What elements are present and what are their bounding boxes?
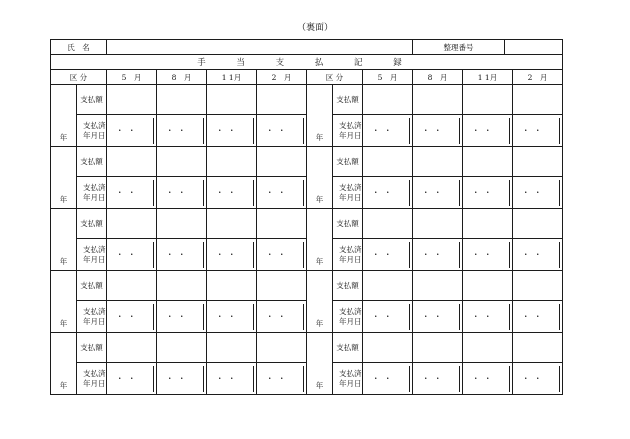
amount-cell[interactable] bbox=[463, 147, 513, 177]
paid-date-cell[interactable] bbox=[363, 301, 405, 333]
date-placeholder: ・・ bbox=[265, 250, 290, 259]
date-placeholder: ・・ bbox=[521, 374, 546, 383]
year-label: 年 bbox=[59, 195, 68, 204]
date-divider-mark bbox=[409, 242, 411, 268]
paid-date-cell[interactable] bbox=[513, 301, 555, 333]
paid-date-tail bbox=[199, 239, 207, 271]
date-divider-mark bbox=[303, 242, 305, 268]
paid-date-label bbox=[77, 301, 107, 333]
date-placeholder: ・・ bbox=[165, 374, 190, 383]
amount-cell[interactable] bbox=[363, 333, 413, 363]
amount-cell[interactable] bbox=[513, 333, 563, 363]
paid-date-label bbox=[333, 301, 363, 333]
month-header-right-3: 2 月 bbox=[513, 70, 563, 85]
paid-date-cell[interactable] bbox=[257, 115, 299, 147]
paid-date-label-line1: 支払済 bbox=[83, 182, 106, 192]
paid-date-tail bbox=[555, 239, 563, 271]
paid-date-tail bbox=[505, 115, 513, 147]
title-row bbox=[51, 55, 563, 70]
paid-date-cell[interactable] bbox=[107, 301, 149, 333]
date-placeholder: ・・ bbox=[471, 250, 496, 259]
date-placeholder: ・・ bbox=[215, 188, 240, 197]
paid-date-cell[interactable] bbox=[363, 177, 405, 209]
amount-cell[interactable] bbox=[157, 333, 207, 363]
paid-date-cell[interactable] bbox=[157, 239, 199, 271]
paid-date-cell[interactable] bbox=[207, 363, 249, 395]
date-divider-mark bbox=[459, 242, 461, 268]
date-divider-mark bbox=[153, 180, 155, 206]
paid-date-cell[interactable] bbox=[107, 115, 149, 147]
amount-cell[interactable] bbox=[413, 271, 463, 301]
year-cell-right[interactable] bbox=[307, 333, 333, 395]
date-placeholder: ・・ bbox=[265, 188, 290, 197]
year-label: 年 bbox=[315, 319, 324, 328]
date-divider-mark bbox=[203, 304, 205, 330]
amount-cell[interactable] bbox=[157, 85, 207, 115]
date-divider-mark bbox=[559, 242, 561, 268]
paid-date-label-line1: 支払済 bbox=[339, 120, 362, 130]
column-header-row bbox=[51, 70, 563, 85]
date-placeholder: ・・ bbox=[215, 374, 240, 383]
paid-date-label-line2: 年月日 bbox=[83, 316, 106, 326]
paid-date-tail bbox=[249, 363, 257, 395]
date-divider-mark bbox=[203, 366, 205, 392]
date-divider-mark bbox=[509, 180, 511, 206]
amount-cell[interactable] bbox=[157, 209, 207, 239]
amount-cell[interactable] bbox=[207, 147, 257, 177]
year-label: 年 bbox=[315, 195, 324, 204]
paid-date-tail bbox=[299, 177, 307, 209]
date-placeholder: ・・ bbox=[165, 126, 190, 135]
paid-date-cell[interactable] bbox=[413, 363, 455, 395]
paid-date-cell[interactable] bbox=[513, 363, 555, 395]
paid-date-cell[interactable] bbox=[157, 177, 199, 209]
amount-cell[interactable] bbox=[207, 271, 257, 301]
date-placeholder: ・・ bbox=[421, 126, 446, 135]
amount-cell[interactable] bbox=[107, 147, 157, 177]
paid-date-cell[interactable] bbox=[513, 177, 555, 209]
amount-cell[interactable] bbox=[513, 209, 563, 239]
year-label: 年 bbox=[315, 133, 324, 142]
amount-label: 支払額 bbox=[77, 271, 107, 301]
paid-date-tail bbox=[455, 239, 463, 271]
year-cell-left[interactable] bbox=[51, 209, 77, 271]
paid-date-tail bbox=[249, 239, 257, 271]
paid-date-tail bbox=[149, 301, 157, 333]
date-placeholder: ・・ bbox=[371, 374, 396, 383]
amount-cell[interactable] bbox=[257, 271, 307, 301]
amount-row bbox=[51, 333, 563, 363]
paid-date-cell[interactable] bbox=[513, 115, 555, 147]
paid-date-cell[interactable] bbox=[413, 301, 455, 333]
paid-date-cell[interactable] bbox=[363, 115, 405, 147]
date-divider-mark bbox=[459, 304, 461, 330]
date-divider-mark bbox=[303, 366, 305, 392]
paid-date-cell[interactable] bbox=[413, 177, 455, 209]
paid-date-tail bbox=[199, 363, 207, 395]
paid-date-cell[interactable] bbox=[157, 301, 199, 333]
date-divider-mark bbox=[459, 180, 461, 206]
date-placeholder: ・・ bbox=[421, 188, 446, 197]
paid-date-label-line2: 年月日 bbox=[339, 254, 362, 264]
amount-label: 支払額 bbox=[77, 209, 107, 239]
date-placeholder: ・・ bbox=[115, 250, 140, 259]
month-header-right-2: 1 1月 bbox=[463, 70, 513, 85]
date-placeholder: ・・ bbox=[215, 250, 240, 259]
date-placeholder: ・・ bbox=[521, 312, 546, 321]
paid-date-label-line2: 年月日 bbox=[339, 378, 362, 388]
date-divider-mark bbox=[303, 304, 305, 330]
paid-date-cell[interactable] bbox=[413, 239, 455, 271]
year-label: 年 bbox=[59, 257, 68, 266]
year-cell-right[interactable] bbox=[307, 147, 333, 209]
date-divider-mark bbox=[509, 118, 511, 144]
paid-date-cell[interactable] bbox=[157, 115, 199, 147]
date-divider-mark bbox=[203, 180, 205, 206]
date-placeholder: ・・ bbox=[115, 188, 140, 197]
paid-date-tail bbox=[149, 115, 157, 147]
date-divider-mark bbox=[409, 366, 411, 392]
date-placeholder: ・・ bbox=[115, 126, 140, 135]
paid-date-label-line2: 年月日 bbox=[339, 316, 362, 326]
paid-date-tail bbox=[405, 363, 413, 395]
payment-record-form bbox=[50, 39, 563, 395]
paid-date-label-line2: 年月日 bbox=[83, 192, 106, 202]
amount-cell[interactable] bbox=[207, 209, 257, 239]
paid-date-tail bbox=[149, 363, 157, 395]
amount-cell[interactable] bbox=[157, 271, 207, 301]
paid-date-cell[interactable] bbox=[463, 363, 505, 395]
number-field[interactable] bbox=[505, 40, 563, 55]
date-placeholder: ・・ bbox=[265, 126, 290, 135]
date-placeholder: ・・ bbox=[471, 188, 496, 197]
date-divider-mark bbox=[153, 304, 155, 330]
paid-date-tail bbox=[149, 177, 157, 209]
kubun-header-right: 区 分 bbox=[307, 70, 363, 85]
paid-date-cell[interactable] bbox=[463, 115, 505, 147]
paid-date-tail bbox=[555, 177, 563, 209]
amount-label: 支払額 bbox=[77, 85, 107, 115]
amount-cell[interactable] bbox=[157, 147, 207, 177]
paid-date-tail bbox=[405, 115, 413, 147]
date-placeholder: ・・ bbox=[215, 312, 240, 321]
paid-date-tail bbox=[249, 177, 257, 209]
date-divider-mark bbox=[253, 118, 255, 144]
paid-date-label-line1: 支払済 bbox=[339, 244, 362, 254]
paid-date-label-line1: 支払済 bbox=[339, 368, 362, 378]
date-divider-mark bbox=[253, 366, 255, 392]
date-divider-mark bbox=[203, 118, 205, 144]
amount-row bbox=[51, 147, 563, 177]
date-divider-mark bbox=[153, 366, 155, 392]
year-label: 年 bbox=[59, 133, 68, 142]
amount-cell[interactable] bbox=[413, 85, 463, 115]
amount-cell[interactable] bbox=[363, 147, 413, 177]
paid-date-cell[interactable] bbox=[107, 239, 149, 271]
date-divider-mark bbox=[153, 242, 155, 268]
amount-label: 支払額 bbox=[333, 209, 363, 239]
date-divider-mark bbox=[409, 304, 411, 330]
paid-date-cell[interactable] bbox=[363, 363, 405, 395]
name-row bbox=[51, 40, 563, 55]
month-header-left-0: 5 月 bbox=[107, 70, 157, 85]
paid-date-tail bbox=[249, 115, 257, 147]
paid-date-label bbox=[333, 177, 363, 209]
paid-date-tail bbox=[555, 115, 563, 147]
year-cell-right[interactable] bbox=[307, 209, 333, 271]
amount-label: 支払額 bbox=[333, 147, 363, 177]
paid-date-tail bbox=[455, 115, 463, 147]
date-divider-mark bbox=[253, 180, 255, 206]
date-divider-mark bbox=[303, 118, 305, 144]
paid-date-label-line2: 年月日 bbox=[339, 192, 362, 202]
paid-date-label bbox=[333, 115, 363, 147]
date-placeholder: ・・ bbox=[471, 126, 496, 135]
month-header-left-3: 2 月 bbox=[257, 70, 307, 85]
record-title: 手 当 支 払 記 録 bbox=[51, 55, 563, 70]
paid-date-tail bbox=[555, 301, 563, 333]
amount-label: 支払額 bbox=[77, 147, 107, 177]
amount-cell[interactable] bbox=[257, 85, 307, 115]
year-cell-left[interactable] bbox=[51, 271, 77, 333]
paid-date-cell[interactable] bbox=[513, 239, 555, 271]
date-placeholder: ・・ bbox=[165, 250, 190, 259]
year-cell-left[interactable] bbox=[51, 333, 77, 395]
date-divider-mark bbox=[509, 366, 511, 392]
kubun-header-left: 区 分 bbox=[51, 70, 107, 85]
date-placeholder: ・・ bbox=[115, 374, 140, 383]
date-placeholder: ・・ bbox=[421, 312, 446, 321]
date-divider-mark bbox=[509, 304, 511, 330]
amount-row bbox=[51, 271, 563, 301]
paid-date-label bbox=[77, 177, 107, 209]
amount-cell[interactable] bbox=[107, 333, 157, 363]
amount-cell[interactable] bbox=[207, 85, 257, 115]
paid-date-cell[interactable] bbox=[257, 301, 299, 333]
paid-date-tail bbox=[299, 363, 307, 395]
paid-date-tail bbox=[299, 301, 307, 333]
paid-date-label-line2: 年月日 bbox=[339, 130, 362, 140]
paid-date-label-line2: 年月日 bbox=[83, 378, 106, 388]
year-label: 年 bbox=[59, 319, 68, 328]
paid-date-tail bbox=[199, 301, 207, 333]
year-label: 年 bbox=[59, 381, 68, 390]
month-header-right-1: 8 月 bbox=[413, 70, 463, 85]
paid-date-tail bbox=[505, 177, 513, 209]
date-placeholder: ・・ bbox=[521, 250, 546, 259]
amount-cell[interactable] bbox=[463, 85, 513, 115]
paid-date-cell[interactable] bbox=[363, 239, 405, 271]
paid-date-cell[interactable] bbox=[207, 301, 249, 333]
year-cell-right[interactable] bbox=[307, 85, 333, 147]
amount-cell[interactable] bbox=[207, 333, 257, 363]
date-placeholder: ・・ bbox=[471, 312, 496, 321]
amount-cell[interactable] bbox=[363, 271, 413, 301]
paid-date-cell[interactable] bbox=[463, 301, 505, 333]
paid-date-cell[interactable] bbox=[413, 115, 455, 147]
paid-date-cell[interactable] bbox=[257, 363, 299, 395]
amount-cell[interactable] bbox=[413, 147, 463, 177]
paid-date-label-line1: 支払済 bbox=[339, 306, 362, 316]
amount-cell[interactable] bbox=[513, 147, 563, 177]
paid-date-tail bbox=[455, 301, 463, 333]
paid-date-label-line1: 支払済 bbox=[83, 306, 106, 316]
paid-date-label bbox=[77, 363, 107, 395]
date-placeholder: ・・ bbox=[521, 188, 546, 197]
page-heading: （裏面） bbox=[296, 23, 333, 33]
paid-date-label-line2: 年月日 bbox=[83, 130, 106, 140]
paid-date-tail bbox=[199, 115, 207, 147]
amount-cell[interactable] bbox=[463, 333, 513, 363]
amount-label: 支払額 bbox=[77, 333, 107, 363]
paid-date-tail bbox=[505, 301, 513, 333]
paid-date-cell[interactable] bbox=[207, 239, 249, 271]
paid-date-tail bbox=[405, 177, 413, 209]
month-header-left-2: 1 1月 bbox=[207, 70, 257, 85]
date-placeholder: ・・ bbox=[471, 374, 496, 383]
amount-cell[interactable] bbox=[513, 271, 563, 301]
paid-date-cell[interactable] bbox=[157, 363, 199, 395]
paid-date-cell[interactable] bbox=[463, 239, 505, 271]
amount-row bbox=[51, 209, 563, 239]
date-divider-mark bbox=[459, 118, 461, 144]
paid-date-cell[interactable] bbox=[207, 115, 249, 147]
amount-cell[interactable] bbox=[513, 85, 563, 115]
paid-date-tail bbox=[249, 301, 257, 333]
date-placeholder: ・・ bbox=[115, 312, 140, 321]
paid-date-label bbox=[333, 239, 363, 271]
date-placeholder: ・・ bbox=[371, 126, 396, 135]
paid-date-tail bbox=[299, 239, 307, 271]
year-label: 年 bbox=[315, 381, 324, 390]
amount-cell[interactable] bbox=[463, 209, 513, 239]
month-header-right-0: 5 月 bbox=[363, 70, 413, 85]
paid-date-cell[interactable] bbox=[207, 177, 249, 209]
date-divider-mark bbox=[559, 366, 561, 392]
paid-date-label-line1: 支払済 bbox=[339, 182, 362, 192]
year-cell-right[interactable] bbox=[307, 271, 333, 333]
name-field[interactable] bbox=[107, 40, 413, 55]
date-divider-mark bbox=[559, 118, 561, 144]
amount-row bbox=[51, 85, 563, 115]
paid-date-tail bbox=[405, 239, 413, 271]
amount-cell[interactable] bbox=[107, 85, 157, 115]
name-label: 氏 名 bbox=[51, 40, 107, 55]
date-placeholder: ・・ bbox=[421, 250, 446, 259]
paid-date-tail bbox=[149, 239, 157, 271]
paid-date-label-line1: 支払済 bbox=[83, 244, 106, 254]
paid-date-tail bbox=[555, 363, 563, 395]
date-placeholder: ・・ bbox=[215, 126, 240, 135]
date-placeholder: ・・ bbox=[371, 188, 396, 197]
date-divider-mark bbox=[303, 180, 305, 206]
paid-date-tail bbox=[199, 177, 207, 209]
year-label: 年 bbox=[315, 257, 324, 266]
paid-date-label-line1: 支払済 bbox=[83, 368, 106, 378]
paid-date-label bbox=[77, 115, 107, 147]
paid-date-tail bbox=[405, 301, 413, 333]
paid-date-label bbox=[333, 363, 363, 395]
date-divider-mark bbox=[409, 118, 411, 144]
paid-date-tail bbox=[455, 177, 463, 209]
date-placeholder: ・・ bbox=[371, 312, 396, 321]
paid-date-cell[interactable] bbox=[257, 177, 299, 209]
amount-cell[interactable] bbox=[363, 85, 413, 115]
paid-date-cell[interactable] bbox=[107, 177, 149, 209]
date-placeholder: ・・ bbox=[521, 126, 546, 135]
paid-date-label-line2: 年月日 bbox=[83, 254, 106, 264]
amount-cell[interactable] bbox=[413, 333, 463, 363]
paid-date-label bbox=[77, 239, 107, 271]
date-placeholder: ・・ bbox=[421, 374, 446, 383]
amount-label: 支払額 bbox=[333, 85, 363, 115]
date-divider-mark bbox=[153, 118, 155, 144]
date-placeholder: ・・ bbox=[265, 374, 290, 383]
paid-date-tail bbox=[505, 239, 513, 271]
amount-cell[interactable] bbox=[257, 147, 307, 177]
year-cell-left[interactable] bbox=[51, 147, 77, 209]
date-divider-mark bbox=[559, 304, 561, 330]
amount-cell[interactable] bbox=[257, 209, 307, 239]
paid-date-tail bbox=[299, 115, 307, 147]
amount-cell[interactable] bbox=[413, 209, 463, 239]
date-divider-mark bbox=[203, 242, 205, 268]
date-placeholder: ・・ bbox=[371, 250, 396, 259]
paid-date-cell[interactable] bbox=[107, 363, 149, 395]
date-divider-mark bbox=[459, 366, 461, 392]
amount-cell[interactable] bbox=[107, 271, 157, 301]
amount-cell[interactable] bbox=[363, 209, 413, 239]
date-divider-mark bbox=[559, 180, 561, 206]
date-divider-mark bbox=[509, 242, 511, 268]
amount-label: 支払額 bbox=[333, 271, 363, 301]
year-cell-left[interactable] bbox=[51, 85, 77, 147]
date-placeholder: ・・ bbox=[165, 312, 190, 321]
amount-label: 支払額 bbox=[333, 333, 363, 363]
amount-cell[interactable] bbox=[257, 333, 307, 363]
date-placeholder: ・・ bbox=[165, 188, 190, 197]
month-header-left-1: 8 月 bbox=[157, 70, 207, 85]
amount-cell[interactable] bbox=[463, 271, 513, 301]
paid-date-label-line1: 支払済 bbox=[83, 120, 106, 130]
paid-date-tail bbox=[455, 363, 463, 395]
date-divider-mark bbox=[409, 180, 411, 206]
date-placeholder: ・・ bbox=[265, 312, 290, 321]
paid-date-cell[interactable] bbox=[257, 239, 299, 271]
number-label: 整理番号 bbox=[413, 40, 505, 55]
paid-date-tail bbox=[505, 363, 513, 395]
paid-date-cell[interactable] bbox=[463, 177, 505, 209]
amount-cell[interactable] bbox=[107, 209, 157, 239]
date-divider-mark bbox=[253, 304, 255, 330]
date-divider-mark bbox=[253, 242, 255, 268]
